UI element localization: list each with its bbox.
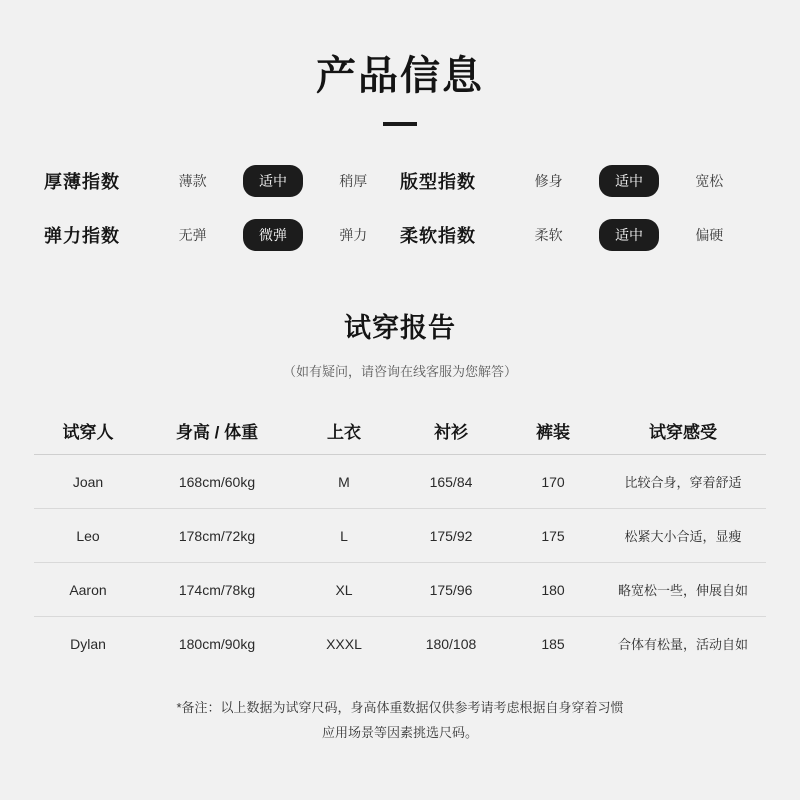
index-options-fit (504, 165, 756, 197)
report-title: 试穿报告 (344, 313, 456, 343)
index-option-softness-2[interactable]: 偏硬 (695, 227, 724, 243)
index-group-thickness (44, 165, 400, 197)
cell-feedback: 略宽松一些，伸展自如 (617, 583, 748, 598)
footnote (0, 696, 800, 745)
table-header-row (34, 406, 766, 455)
cell-feedback: 松紧大小合适，显瘦 (624, 529, 742, 544)
column-header-body: 身高 / 体重 (175, 422, 259, 442)
cell-name: Leo (76, 527, 100, 544)
cell-name: Aaron (69, 581, 107, 598)
column-header-pants: 裤装 (536, 422, 570, 442)
cell-pants: 175 (541, 527, 565, 544)
page-title: 产品信息 (316, 54, 484, 98)
index-group-fit (400, 165, 756, 197)
index-label-fit: 版型指数 (400, 172, 476, 192)
index-options-softness (504, 219, 756, 251)
index-option-thickness-1[interactable]: 适中 (243, 165, 303, 197)
cell-pants: 170 (541, 473, 565, 490)
index-option-elasticity-0[interactable]: 无弹 (178, 227, 207, 243)
title-divider (383, 122, 417, 126)
index-label-softness: 柔软指数 (400, 226, 476, 246)
cell-body: 174cm/78kg (178, 581, 256, 598)
cell-pants: 180 (541, 581, 565, 598)
cell-body: 168cm/60kg (178, 473, 256, 490)
index-option-fit-0[interactable]: 修身 (534, 173, 563, 189)
table-row (34, 509, 766, 563)
index-option-thickness-0[interactable]: 薄款 (178, 173, 207, 189)
cell-top: M (338, 473, 350, 490)
cell-feedback: 比较合身，穿着舒适 (624, 475, 742, 490)
index-option-fit-2[interactable]: 宽松 (695, 173, 724, 189)
cell-top: XXXL (326, 635, 362, 652)
cell-body: 178cm/72kg (178, 527, 256, 544)
index-block (0, 154, 800, 262)
cell-name: Dylan (70, 635, 106, 652)
index-row-2 (44, 208, 756, 262)
cell-name: Joan (72, 473, 104, 490)
cell-feedback: 合体有松量，活动自如 (617, 637, 748, 652)
column-header-feedback: 试穿感受 (649, 422, 717, 442)
index-group-softness (400, 219, 756, 251)
index-group-elasticity (44, 219, 400, 251)
cell-shirt: 165/84 (429, 473, 473, 490)
cell-pants: 185 (541, 635, 565, 652)
index-options-elasticity (148, 219, 400, 251)
cell-top: XL (335, 581, 353, 598)
footnote-line-1: *备注：以上数据为试穿尺码，身高体重数据仅供参考请考虑根据自身穿着习惯 (176, 700, 624, 715)
index-label-elasticity: 弹力指数 (44, 226, 120, 246)
table-row (34, 455, 766, 509)
index-option-elasticity-1[interactable]: 微弹 (243, 219, 303, 251)
column-header-shirt: 衬衫 (434, 422, 468, 442)
column-header-name: 试穿人 (62, 422, 114, 442)
cell-shirt: 175/96 (429, 581, 473, 598)
cell-top: L (340, 527, 348, 544)
table-row (34, 617, 766, 670)
footnote-line-2: 应用场景等因素挑选尺码。 (321, 724, 478, 740)
index-option-softness-1[interactable]: 适中 (599, 219, 659, 251)
cell-shirt: 180/108 (425, 635, 477, 652)
index-option-softness-0[interactable]: 柔软 (534, 227, 563, 243)
index-option-elasticity-2[interactable]: 弹力 (339, 227, 368, 243)
index-option-fit-1[interactable]: 适中 (599, 165, 659, 197)
fitting-report-table (0, 406, 800, 670)
column-header-top: 上衣 (327, 422, 361, 442)
index-option-thickness-2[interactable]: 稍厚 (339, 173, 368, 189)
cell-shirt: 175/92 (429, 527, 473, 544)
index-label-thickness: 厚薄指数 (44, 172, 120, 192)
index-row-1 (44, 154, 756, 208)
cell-body: 180cm/90kg (178, 635, 256, 652)
index-options-thickness (148, 165, 400, 197)
report-subtitle: （如有疑问，请咨询在线客服为您解答） (282, 364, 517, 379)
table-row (34, 563, 766, 617)
